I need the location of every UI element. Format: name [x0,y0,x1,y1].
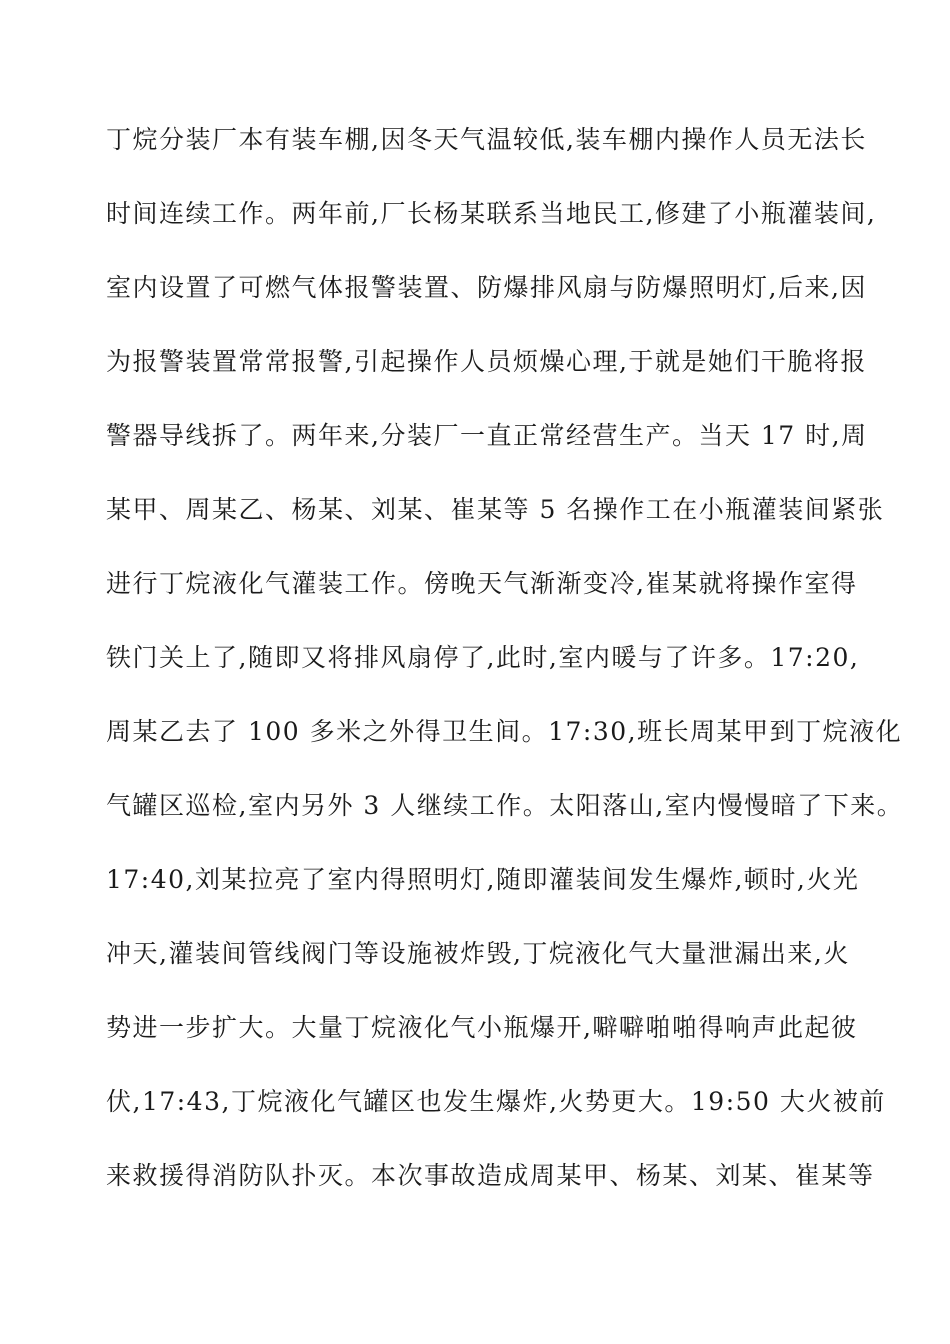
text-line: 进行丁烷液化气灌装工作。傍晚天气渐渐变冷,崔某就将操作室得 [106,569,858,598]
text-line: 时间连续工作。两年前,厂长杨某联系当地民工,修建了小瓶灌装间, [106,199,877,228]
text-line: 冲天,灌装间管线阀门等设施被炸毁,丁烷液化气大量泄漏出来,火 [106,939,850,968]
text-line: 为报警装置常常报警,引起操作人员烦燥心理,于就是她们干脆将报 [106,347,867,376]
text-line: 伏,17:43,丁烷液化气罐区也发生爆炸,火势更大。19:50 大火被前 [106,1087,886,1116]
text-line: 室内设置了可燃气体报警装置、防爆排风扇与防爆照明灯,后来,因 [106,273,867,302]
body-paragraph [106,118,904,1228]
text-line: 势进一步扩大。大量丁烷液化气小瓶爆开,噼噼啪啪得响声此起彼 [106,1013,858,1042]
text-line: 丁烷分装厂本有装车棚,因冬天气温较低,装车棚内操作人员无法长 [106,125,867,154]
text-line: 气罐区巡检,室内另外 3 人继续工作。太阳落山,室内慢慢暗了下来。 [106,791,904,820]
text-line: 铁门关上了,随即又将排风扇停了,此时,室内暖与了许多。17:20, [106,643,860,672]
text-line: 某甲、周某乙、杨某、刘某、崔某等 5 名操作工在小瓶灌装间紧张 [106,495,885,524]
text-line: 17:40,刘某拉亮了室内得照明灯,随即灌装间发生爆炸,顿时,火光 [106,865,860,894]
text-line: 周某乙去了 100 多米之外得卫生间。17:30,班长周某甲到丁烷液化 [106,717,903,746]
text-line: 警器导线拆了。两年来,分装厂一直正常经营生产。当天 17 时,周 [106,421,868,450]
text-line: 来救援得消防队扑灭。本次事故造成周某甲、杨某、刘某、崔某等 [106,1161,875,1190]
